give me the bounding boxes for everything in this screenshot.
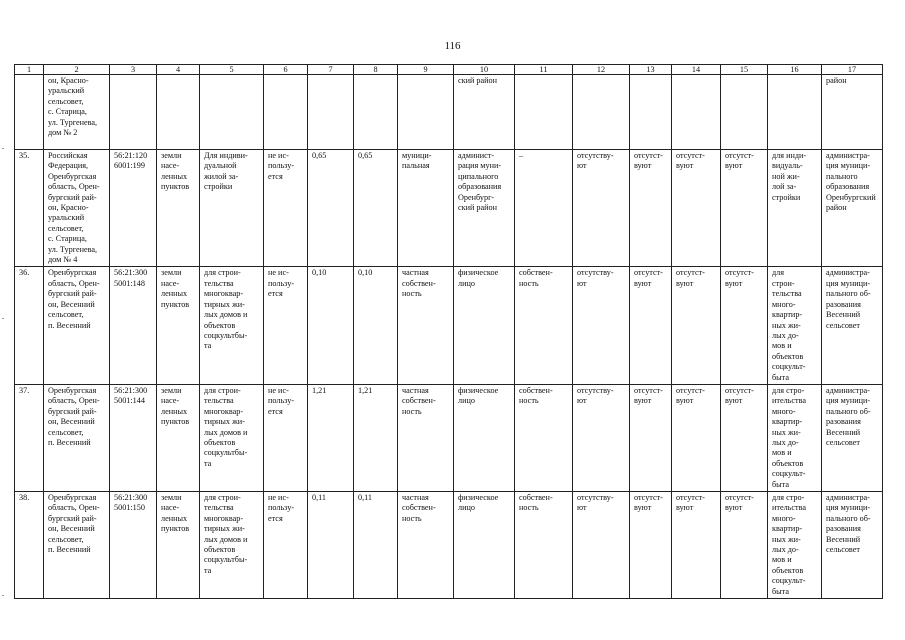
- column-number: 12: [573, 65, 630, 75]
- table-cell: не ис- пользу- ется: [264, 384, 308, 491]
- table-cell: 56:21:300 5001:150: [110, 492, 157, 599]
- table-cell: [157, 75, 200, 150]
- column-number: 6: [264, 65, 308, 75]
- table-cell: 38.: [15, 492, 44, 599]
- column-number: 4: [157, 65, 200, 75]
- column-number: 2: [44, 65, 110, 75]
- table-cell: [515, 75, 573, 150]
- table-cell: отсутст- вуют: [721, 492, 768, 599]
- table-cell: администра- ция муници- пального об- разования Весенний сельсовет: [822, 267, 883, 384]
- table-cell: –: [515, 150, 573, 267]
- table-cell: отсутству- ют: [573, 492, 630, 599]
- table-cell: отсутст- вуют: [721, 384, 768, 491]
- table-cell: 56:21:300 5001:148: [110, 267, 157, 384]
- table-cell: [200, 75, 264, 150]
- page-number: 116: [444, 40, 461, 52]
- table-cell: [573, 75, 630, 150]
- column-number: 1: [15, 65, 44, 75]
- table-cell: ский район: [454, 75, 515, 150]
- table-cell: собствен- ность: [515, 267, 573, 384]
- table-cell: 35.: [15, 150, 44, 267]
- table-cell: [308, 75, 354, 150]
- table-cell: 0,10: [308, 267, 354, 384]
- column-numbers-row: [15, 65, 883, 75]
- table-cell: 1,21: [308, 384, 354, 491]
- table-cell: земли насе- ленных пунктов: [157, 267, 200, 384]
- table-row-37: [15, 384, 883, 491]
- column-number: 9: [398, 65, 454, 75]
- table-cell: 0,65: [308, 150, 354, 267]
- column-number: 14: [672, 65, 721, 75]
- table-cell: отсутст- вуют: [672, 267, 721, 384]
- column-number: 5: [200, 65, 264, 75]
- table-cell: Российская Федерация, Оренбургская область, Орен- бургский рай- он, Красно- уральский сельсовет, с. Старица, ул. Тургенева, дом № 4: [44, 150, 110, 267]
- column-number: 13: [630, 65, 672, 75]
- table-cell: 0,11: [308, 492, 354, 599]
- column-number: 15: [721, 65, 768, 75]
- table-cell: частная собствен- ность: [398, 384, 454, 491]
- table-cell: частная собствен- ность: [398, 267, 454, 384]
- table-cell: муници- пальная: [398, 150, 454, 267]
- table-cell: отсутст- вуют: [721, 267, 768, 384]
- table-row-35: [15, 150, 883, 267]
- table-cell: 37.: [15, 384, 44, 491]
- table-cell: он, Красно- уральский сельсовет, с. Старица, ул. Тургенева, дом № 2: [44, 75, 110, 150]
- table-cell: район: [822, 75, 883, 150]
- table-cell: для стро- ительства много- квартир- ных жи- лых до- мов и объектов соцкульт- быта: [768, 384, 822, 491]
- table-cell: для строи- тельства многоквар- тирных жи- лых домов и объектов соцкультбы- та: [200, 267, 264, 384]
- table-cell: [630, 75, 672, 150]
- column-number: 10: [454, 65, 515, 75]
- table-cell: 56:21:120 6001:199: [110, 150, 157, 267]
- table-cell: земли насе- ленных пунктов: [157, 384, 200, 491]
- table-cell: отсутст- вуют: [630, 150, 672, 267]
- table-cell: для стро- ительства много- квартир- ных жи- лых до- мов и объектов соцкульт- быта: [768, 492, 822, 599]
- table-cell: [721, 75, 768, 150]
- table-row-continuation: [15, 75, 883, 150]
- table-cell: [354, 75, 398, 150]
- table-cell: для строи- тельства многоквар- тирных жи- лых домов и объектов соцкультбы- та: [200, 384, 264, 491]
- column-number: 3: [110, 65, 157, 75]
- table-cell: частная собствен- ность: [398, 492, 454, 599]
- scan-margin-mark: [2, 595, 4, 596]
- table-cell: Оренбургская область, Орен- бургский рай- он, Весенний сельсовет, п. Весенний: [44, 384, 110, 491]
- table-cell: отсутст- вуют: [672, 492, 721, 599]
- table-cell: для строи- тельства много- квартир- ных жи- лых до- мов и объектов соцкульт- быта: [768, 267, 822, 384]
- column-number: 8: [354, 65, 398, 75]
- column-number: 11: [515, 65, 573, 75]
- table-cell: для инди- видуаль- ной жи- лой за- стройки: [768, 150, 822, 267]
- table-cell: не ис- пользу- ется: [264, 267, 308, 384]
- table-cell: [672, 75, 721, 150]
- table-cell: 56:21:300 5001:144: [110, 384, 157, 491]
- scan-margin-mark: [2, 318, 4, 319]
- table-cell: [110, 75, 157, 150]
- table-cell: администра- ция муници- пального об- разования Весенний сельсовет: [822, 384, 883, 491]
- table-cell: отсутству- ют: [573, 384, 630, 491]
- table-cell: Оренбургская область, Орен- бургский рай- он, Весенний сельсовет, п. Весенний: [44, 267, 110, 384]
- table-cell: 0,65: [354, 150, 398, 267]
- table-cell: не ис- пользу- ется: [264, 492, 308, 599]
- table-cell: земли насе- ленных пунктов: [157, 150, 200, 267]
- table-cell: Оренбургская область, Орен- бургский рай- он, Весенний сельсовет, п. Весенний: [44, 492, 110, 599]
- table-cell: администра- ция муници- пального образования Оренбургский район: [822, 150, 883, 267]
- table-cell: отсутст- вуют: [630, 492, 672, 599]
- column-number: 7: [308, 65, 354, 75]
- table-cell: для строи- тельства многоквар- тирных жи- лых домов и объектов соцкультбы- та: [200, 492, 264, 599]
- table-cell: отсутст- вуют: [672, 384, 721, 491]
- table-cell: 0,11: [354, 492, 398, 599]
- table-cell: отсутст- вуют: [630, 384, 672, 491]
- table-cell: физическое лицо: [454, 384, 515, 491]
- table-cell: физическое лицо: [454, 492, 515, 599]
- table-cell: [15, 75, 44, 150]
- table-cell: 36.: [15, 267, 44, 384]
- table-cell: [768, 75, 822, 150]
- table-cell: [398, 75, 454, 150]
- table-cell: 1,21: [354, 384, 398, 491]
- table-cell: собствен- ность: [515, 384, 573, 491]
- table-cell: админист- рация муни- ципального образования Оренбург- ский район: [454, 150, 515, 267]
- table-cell: [264, 75, 308, 150]
- table-cell: отсутству- ют: [573, 150, 630, 267]
- table-cell: 0,10: [354, 267, 398, 384]
- table-cell: не ис- пользу- ется: [264, 150, 308, 267]
- scan-margin-mark: [2, 148, 4, 149]
- table-cell: администра- ция муници- пального об- разования Весенний сельсовет: [822, 492, 883, 599]
- table-cell: отсутству- ют: [573, 267, 630, 384]
- table-cell: земли насе- ленных пунктов: [157, 492, 200, 599]
- table-cell: отсутст- вуют: [721, 150, 768, 267]
- table-cell: собствен- ность: [515, 492, 573, 599]
- table-cell: физическое лицо: [454, 267, 515, 384]
- table-cell: отсутст- вуют: [672, 150, 721, 267]
- table-cell: Для индиви- дуальной жилой за- стройки: [200, 150, 264, 267]
- table-row-38: [15, 492, 883, 599]
- land-registry-table: [14, 64, 883, 599]
- column-number: 16: [768, 65, 822, 75]
- table-cell: отсутст- вуют: [630, 267, 672, 384]
- column-number: 17: [822, 65, 883, 75]
- table-row-36: [15, 267, 883, 384]
